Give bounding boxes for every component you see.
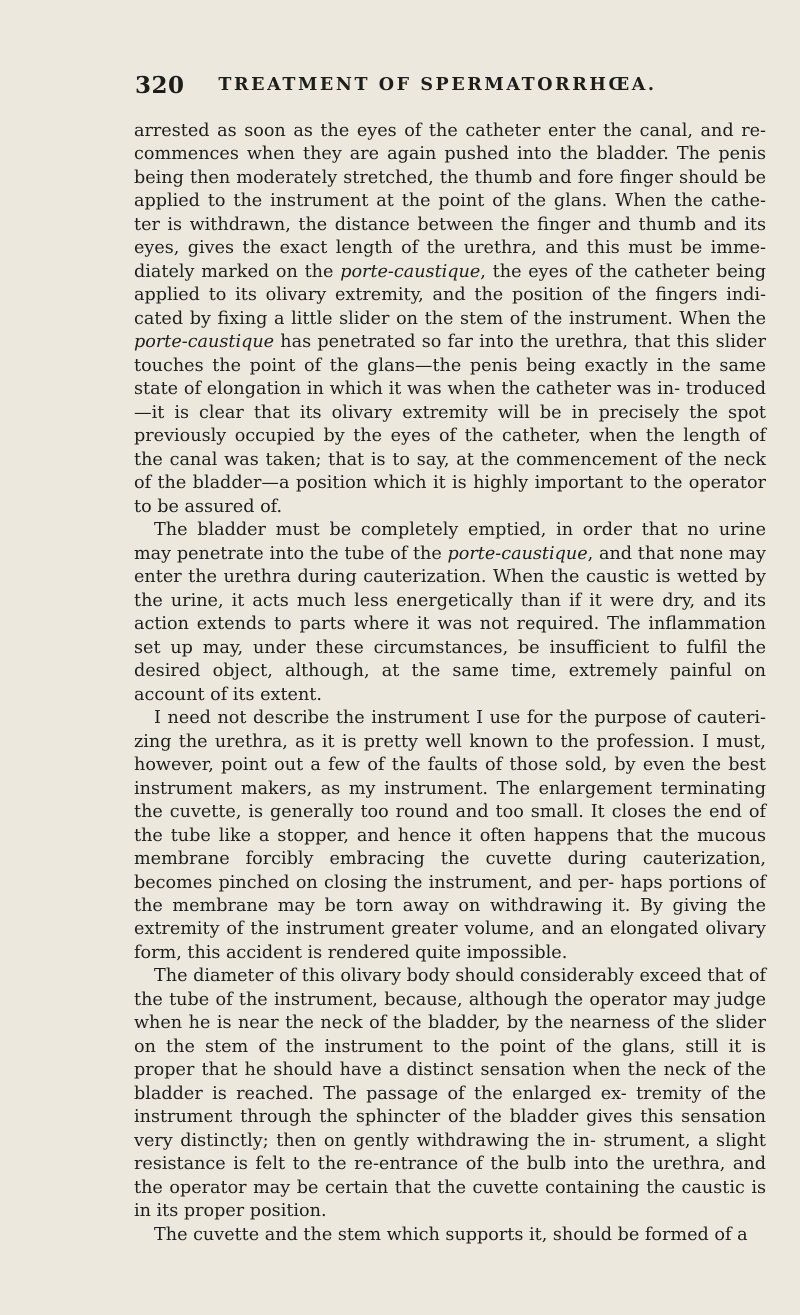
paragraph-4: The diameter of this olivary body should considerably exceed that of the tube of the instrument, because, although the operator may judge when he is near the neck of the bladder, by the nearness of the slider on the stem of the instrument to the point of the glans, still it is proper that he should have a distinct sensation when the neck of the bladder is reached. The passage of the enlarged ex- tremity of the instrument through the sphincter of the bladder gives this sensation very distinctly; then on gently withdrawing the in- strument, a slight resistance is felt to the re-entrance of the bulb into the urethra, and the operator may be certain that the cuvette containing the caustic is in its proper position. bbox=[134, 966, 766, 1222]
running-title: TREATMENT OF SPERMATORRHŒA. bbox=[218, 75, 657, 95]
paragraph-2-text-b: , and that none may enter the urethra during cauterization. When the caustic is wetted by the urine, it acts much less energetically than if it were dry, and its action extends to parts where it was not required. The inflammation set up may, under these circumstances, be insufficient to fulfil the desired object, although, at the same time, extremely painful on account of its extent. bbox=[134, 543, 766, 705]
page-number: 320 bbox=[135, 72, 185, 99]
italic-term: porte-caustique bbox=[340, 261, 481, 282]
page-header bbox=[135, 72, 695, 102]
paragraph-2 bbox=[134, 519, 766, 707]
paragraph-5: The cuvette and the stem which supports it, should be formed of a bbox=[154, 1224, 748, 1245]
paragraph-3: I need not describe the instrument I use for the purpose of cauteri- zing the urethra, as it is pretty well known to the profession. I must, however, point out a few of the faults of those sold, by even the best instrument makers, as my instrument. The enlargement terminating the cuvette, is generally too round and too small. It closes the end of the tube like a stopper, and hence it often happens that the mucous membrane forcibly embracing the cuvette during cauterization, becomes pinched on closing the instrument, and per- haps portions of the membrane may be torn away on withdrawing it. By giving the extremity of the instrument greater volume, and an elongated olivary form, this accident is rendered quite impossible. bbox=[134, 708, 766, 963]
paragraph-2-text-a: The bladder must be completely emptied, in order that no urine may penetrate into the tube of the bbox=[134, 520, 766, 564]
paragraph-1 bbox=[134, 120, 766, 519]
paragraph-1-text-c: has penetrated so far into the urethra, that this slider touches the point of the glans—the penis being exactly in the same state of elongation in which it was when the catheter was in- troduced—it is clear that its olivary extremity will be in precisely the spot previously occupied by the eyes of the catheter, when the length of the canal was taken; that is to say, at the commencement of the neck of the bladder—a position which it is highly important to the operator to be assured of. bbox=[134, 332, 766, 517]
paragraph-1-text-b: , the eyes of the catheter being applied to its olivary extremity, and the position of the fingers indi- cated by fixing a little slider on the stem of the instrument. When the bbox=[134, 261, 766, 329]
body-text bbox=[134, 120, 766, 1247]
italic-term: porte-caustique bbox=[134, 332, 275, 353]
italic-term: porte-caustique bbox=[447, 543, 588, 564]
paragraph-1-text-a: arrested as soon as the eyes of the catheter enter the canal, and re- commences when they are again pushed into the bladder. The penis being then moderately stretched, the thumb and fore finger should be applied to the instrument at the point of the glans. When the cathe- ter is withdrawn, the distance between the finger and thumb and its eyes, gives the exact length of the urethra, and this must be imme- diately marked on the bbox=[134, 121, 766, 282]
